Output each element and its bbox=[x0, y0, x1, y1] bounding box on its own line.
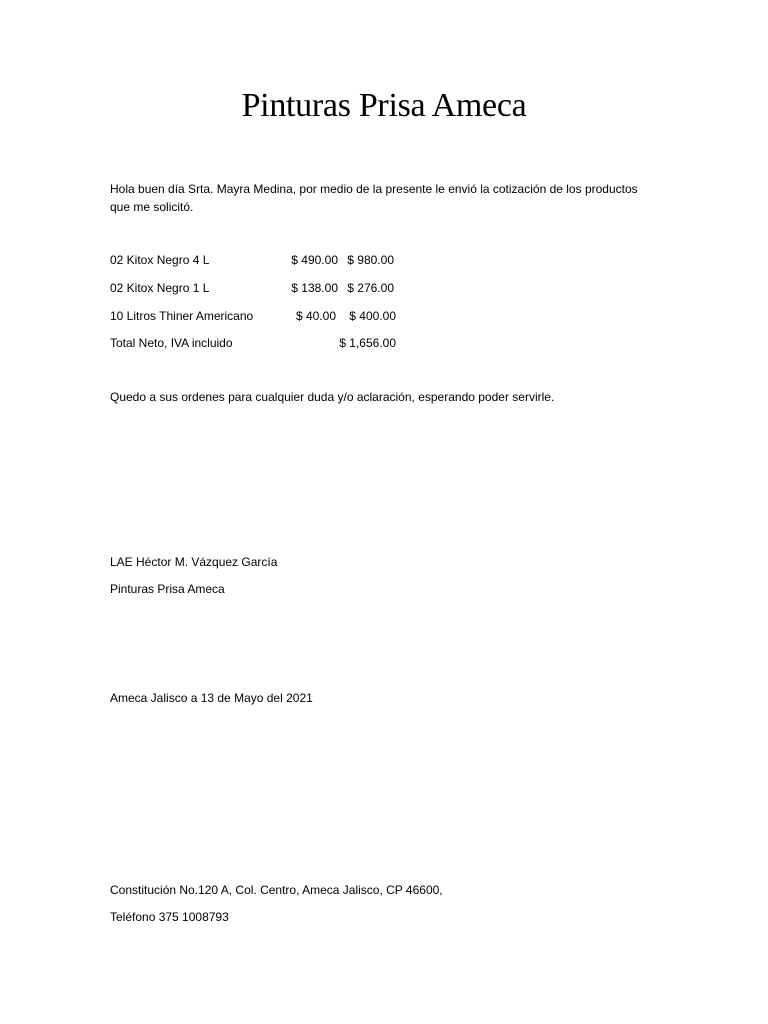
item-description: 10 Litros Thiner Americano bbox=[110, 309, 254, 323]
total-label: Total Neto, IVA incluido bbox=[110, 336, 233, 350]
place-date: Ameca Jalisco a 13 de Mayo del 2021 bbox=[110, 691, 313, 705]
footer-address: Constitución No.120 A, Col. Centro, Ameca Jalisco, CP 46600, bbox=[110, 883, 443, 897]
total-value: $ 1,656.00 bbox=[339, 336, 396, 350]
signature-company: Pinturas Prisa Ameca bbox=[110, 582, 225, 596]
item-description: 02 Kitox Negro 1 L bbox=[110, 281, 210, 295]
greeting-paragraph: Hola buen día Srta. Mayra Medina, por medio de la presente le envió la cotización de los productos que me solicitó. bbox=[110, 182, 638, 214]
document-title: Pinturas Prisa Ameca bbox=[241, 87, 527, 124]
item-total: $ 400.00 bbox=[349, 309, 396, 323]
quote-item-row bbox=[0, 308, 768, 324]
item-description: 02 Kitox Negro 4 L bbox=[110, 253, 210, 267]
item-unit-price: $ 490.00 bbox=[291, 253, 338, 267]
signature-name: LAE Héctor M. Vázquez García bbox=[110, 555, 278, 569]
quote-item-row bbox=[0, 280, 768, 296]
closing-paragraph: Quedo a sus ordenes para cualquier duda y/o aclaración, esperando poder servirle. bbox=[110, 390, 555, 404]
item-unit-price: $ 40.00 bbox=[295, 309, 336, 323]
item-unit-price: $ 138.00 bbox=[291, 281, 338, 295]
item-total: $ 980.00 bbox=[347, 253, 394, 267]
quote-total-row bbox=[0, 335, 768, 351]
item-total: $ 276.00 bbox=[347, 281, 394, 295]
footer-phone: Teléfono 375 1008793 bbox=[110, 910, 229, 924]
quote-item-row bbox=[0, 252, 768, 268]
